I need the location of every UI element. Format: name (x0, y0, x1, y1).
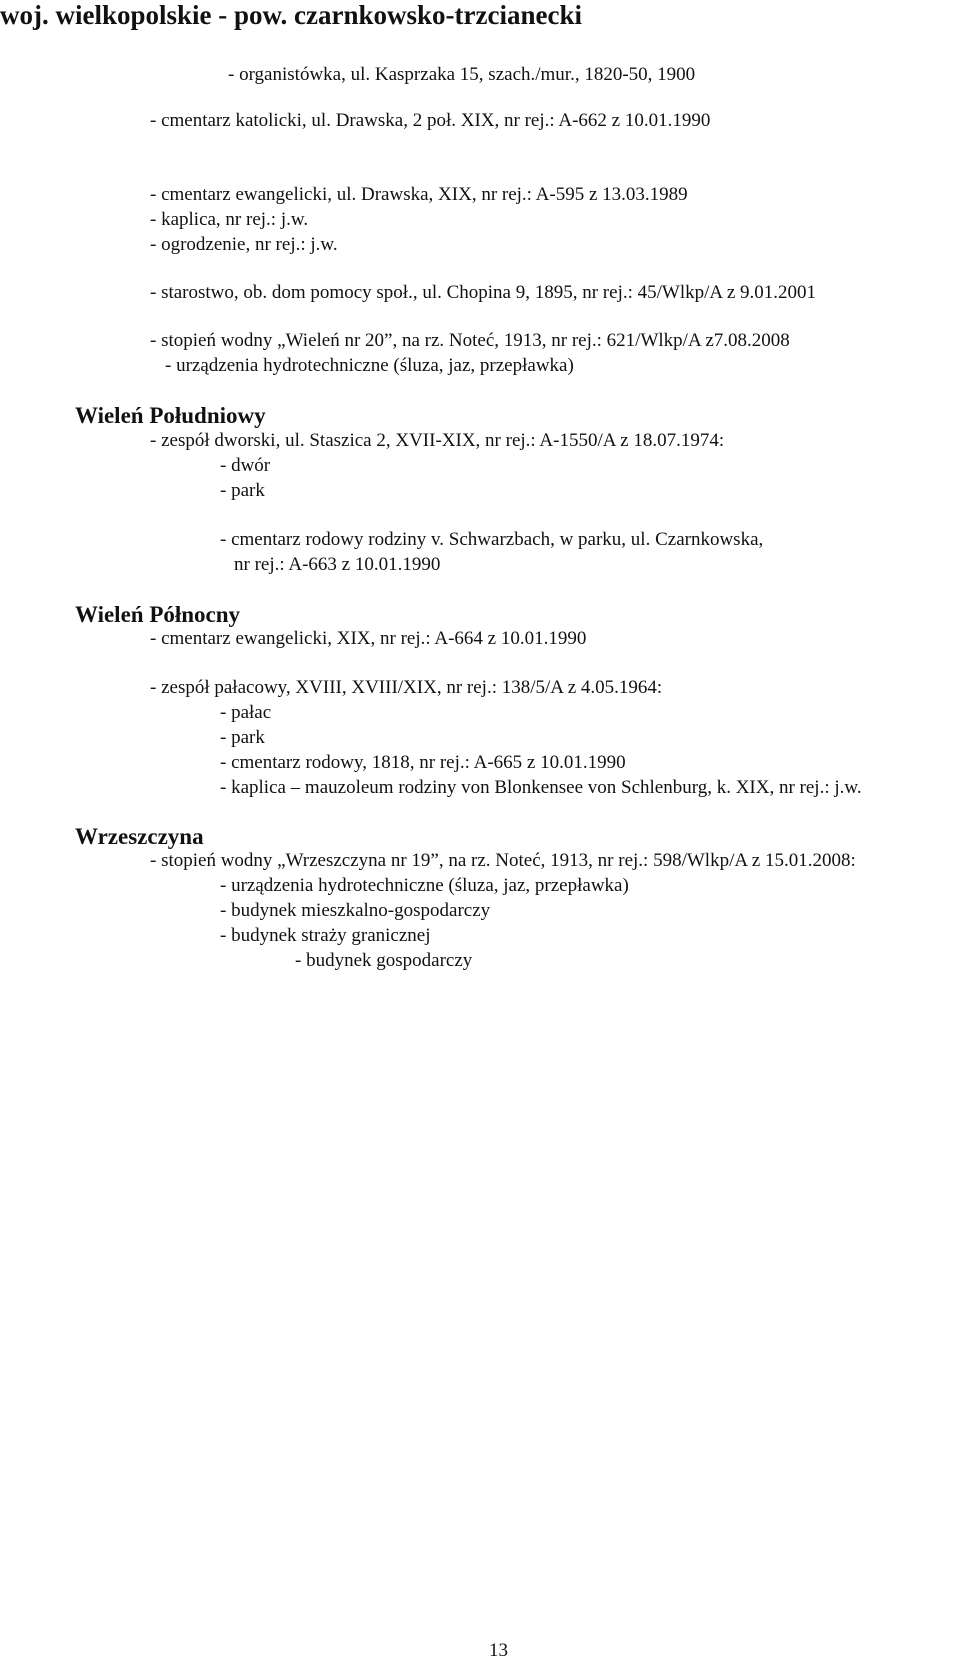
list-item: - kaplica – mauzoleum rodziny von Blonkensee von Schlenburg, k. XIX, nr rej.: j.w. (220, 777, 862, 798)
page-title: woj. wielkopolskie - pow. czarnkowsko-trzcianecki (0, 0, 582, 30)
list-item: - stopień wodny „Wrzeszczyna nr 19”, na rz. Noteć, 1913, nr rej.: 598/Wlkp/A z 15.01.2008: (150, 850, 856, 871)
list-item: - urządzenia hydrotechniczne (śluza, jaz, przepławka) (220, 875, 629, 896)
list-item: - cmentarz rodowy, 1818, nr rej.: A-665 z 10.01.1990 (220, 752, 626, 773)
list-item: - zespół pałacowy, XVIII, XVIII/XIX, nr rej.: 138/5/A z 4.05.1964: (150, 677, 663, 698)
list-item: - budynek gospodarczy (295, 950, 473, 971)
list-item: - cmentarz ewangelicki, ul. Drawska, XIX, nr rej.: A-595 z 13.03.1989 (150, 184, 688, 205)
page-number: 13 (489, 1640, 508, 1661)
list-item: - ogrodzenie, nr rej.: j.w. (150, 234, 338, 255)
list-item: - cmentarz rodowy rodziny v. Schwarzbach, w parku, ul. Czarnkowska, (220, 529, 764, 550)
section-heading: Wieleń Północny (75, 602, 241, 627)
list-item: - cmentarz katolicki, ul. Drawska, 2 poł. XIX, nr rej.: A-662 z 10.01.1990 (150, 110, 711, 131)
list-item: - organistówka, ul. Kasprzaka 15, szach./mur., 1820-50, 1900 (228, 64, 696, 85)
list-item: - cmentarz ewangelicki, XIX, nr rej.: A-664 z 10.01.1990 (150, 628, 587, 649)
list-item: - park (220, 727, 265, 748)
list-item: - zespół dworski, ul. Staszica 2, XVII-XIX, nr rej.: A-1550/A z 18.07.1974: (150, 430, 725, 451)
list-item: - stopień wodny „Wieleń nr 20”, na rz. Noteć, 1913, nr rej.: 621/Wlkp/A z7.08.2008 (150, 330, 790, 351)
section-heading: Wrzeszczyna (75, 824, 204, 849)
list-item: - urządzenia hydrotechniczne (śluza, jaz, przepławka) (165, 355, 574, 376)
section-heading: Wieleń Południowy (75, 403, 266, 428)
list-item: nr rej.: A-663 z 10.01.1990 (234, 554, 441, 575)
list-item: - starostwo, ob. dom pomocy społ., ul. Chopina 9, 1895, nr rej.: 45/Wlkp/A z 9.01.2001 (150, 282, 817, 303)
list-item: - dwór (220, 455, 271, 476)
list-item: - park (220, 480, 265, 501)
list-item: - pałac (220, 702, 272, 723)
list-item: - budynek straży granicznej (220, 925, 431, 946)
list-item: - kaplica, nr rej.: j.w. (150, 209, 309, 230)
list-item: - budynek mieszkalno-gospodarczy (220, 900, 491, 921)
